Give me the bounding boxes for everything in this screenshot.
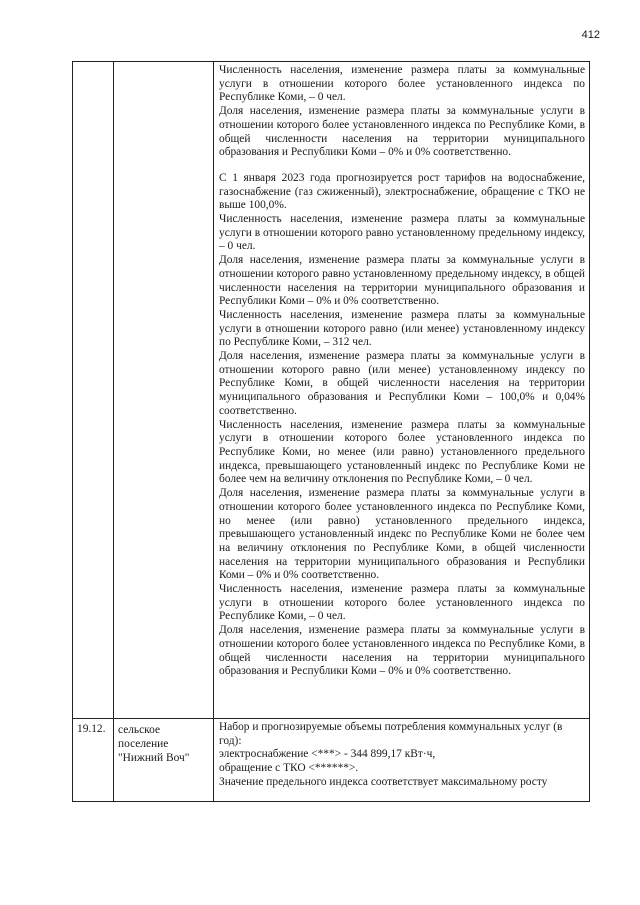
paragraph: Численность населения, изменение размера платы за коммунальные услуги в отношении которого равно (или менее) установленному индексу по Республике Коми, – 312 чел. (219, 308, 585, 349)
document-table (72, 61, 590, 802)
paragraph: Набор и прогнозируемые объемы потребления коммунальных услуг (в год): (219, 721, 563, 747)
paragraph: обращение с ТКО <******>. (219, 762, 359, 775)
page-number: 412 (581, 29, 600, 41)
paragraph: Доля населения, изменение размера платы за коммунальные услуги в отношении которого более установленного индекса по Республике Коми, но менее (или равно) установленного предельного индекса, превышающего установленный индекс по Республике Коми не более чем на величину отклонения по Республике Коми, в общей численности населения на территории муниципального образования и Республики Коми – 0% и 0% соответственно. (219, 487, 585, 582)
paragraph: Доля населения, изменение размера платы за коммунальные услуги в отношении которого более установленного индекса по Республике Коми, в общей численности населения на территории муниципального образования и Республики Коми – 0% и 0% соответственно. (219, 624, 585, 678)
settlement-name: сельское поселение "Нижний Воч" (114, 719, 214, 802)
number-cell (73, 62, 114, 719)
paragraph: С 1 января 2023 года прогнозируется рост тарифов на водоснабжение, газоснабжение (газ сжиженный), электроснабжение, обращение с ТКО не выше 100,0%. (219, 171, 585, 212)
row-number: 19.12. (73, 719, 114, 802)
paragraph: Численность населения, изменение размера платы за коммунальные услуги в отношении которого равно установленному предельному индексу, – 0 чел. (219, 213, 585, 253)
paragraph: электроснабжение <***> - 344 899,17 кВт·ч, (219, 748, 436, 761)
content-cell (214, 62, 590, 719)
paragraph: Численность населения, изменение размера платы за коммунальные услуги в отношении которого более установленного индекса по Республике Коми, – 0 чел. (219, 64, 585, 104)
content-cell (214, 719, 590, 802)
paragraph: Доля населения, изменение размера платы за коммунальные услуги в отношении которого равно (или менее) установленному индексу по Республике Коми, в общей численности населения на территории муниципального образования и Республики Коми – 100,0% и 0,04% соответственно. (219, 350, 585, 417)
paragraph: Доля населения, изменение размера платы за коммунальные услуги в отношении которого равно установленному предельному индексу, в общей численности населения на территории муниципального образования и Республики Коми – 0% и 0% соответственно. (219, 254, 585, 308)
paragraph: Значение предельного индекса соответствует максимальному росту (219, 775, 548, 788)
paragraph: Доля населения, изменение размера платы за коммунальные услуги в отношении которого более установленного индекса по Республике Коми, в общей численности населения на территории муниципального образования и Республики Коми – 0% и 0% соответственно. (219, 105, 585, 159)
paragraph: Численность населения, изменение размера платы за коммунальные услуги в отношении которого более установленного индекса по Республике Коми, но менее (или равно) установленного предельного индекса, превышающего установленный индекс по Республике Коми не более чем на величину отклонения по Республике Коми, – 0 чел. (219, 418, 585, 486)
name-cell (114, 62, 214, 719)
table-row (73, 62, 590, 719)
paragraph: Численность населения, изменение размера платы за коммунальные услуги в отношении которого более установленного индекса по Республике Коми, – 0 чел. (219, 583, 585, 623)
table-row (73, 719, 590, 802)
